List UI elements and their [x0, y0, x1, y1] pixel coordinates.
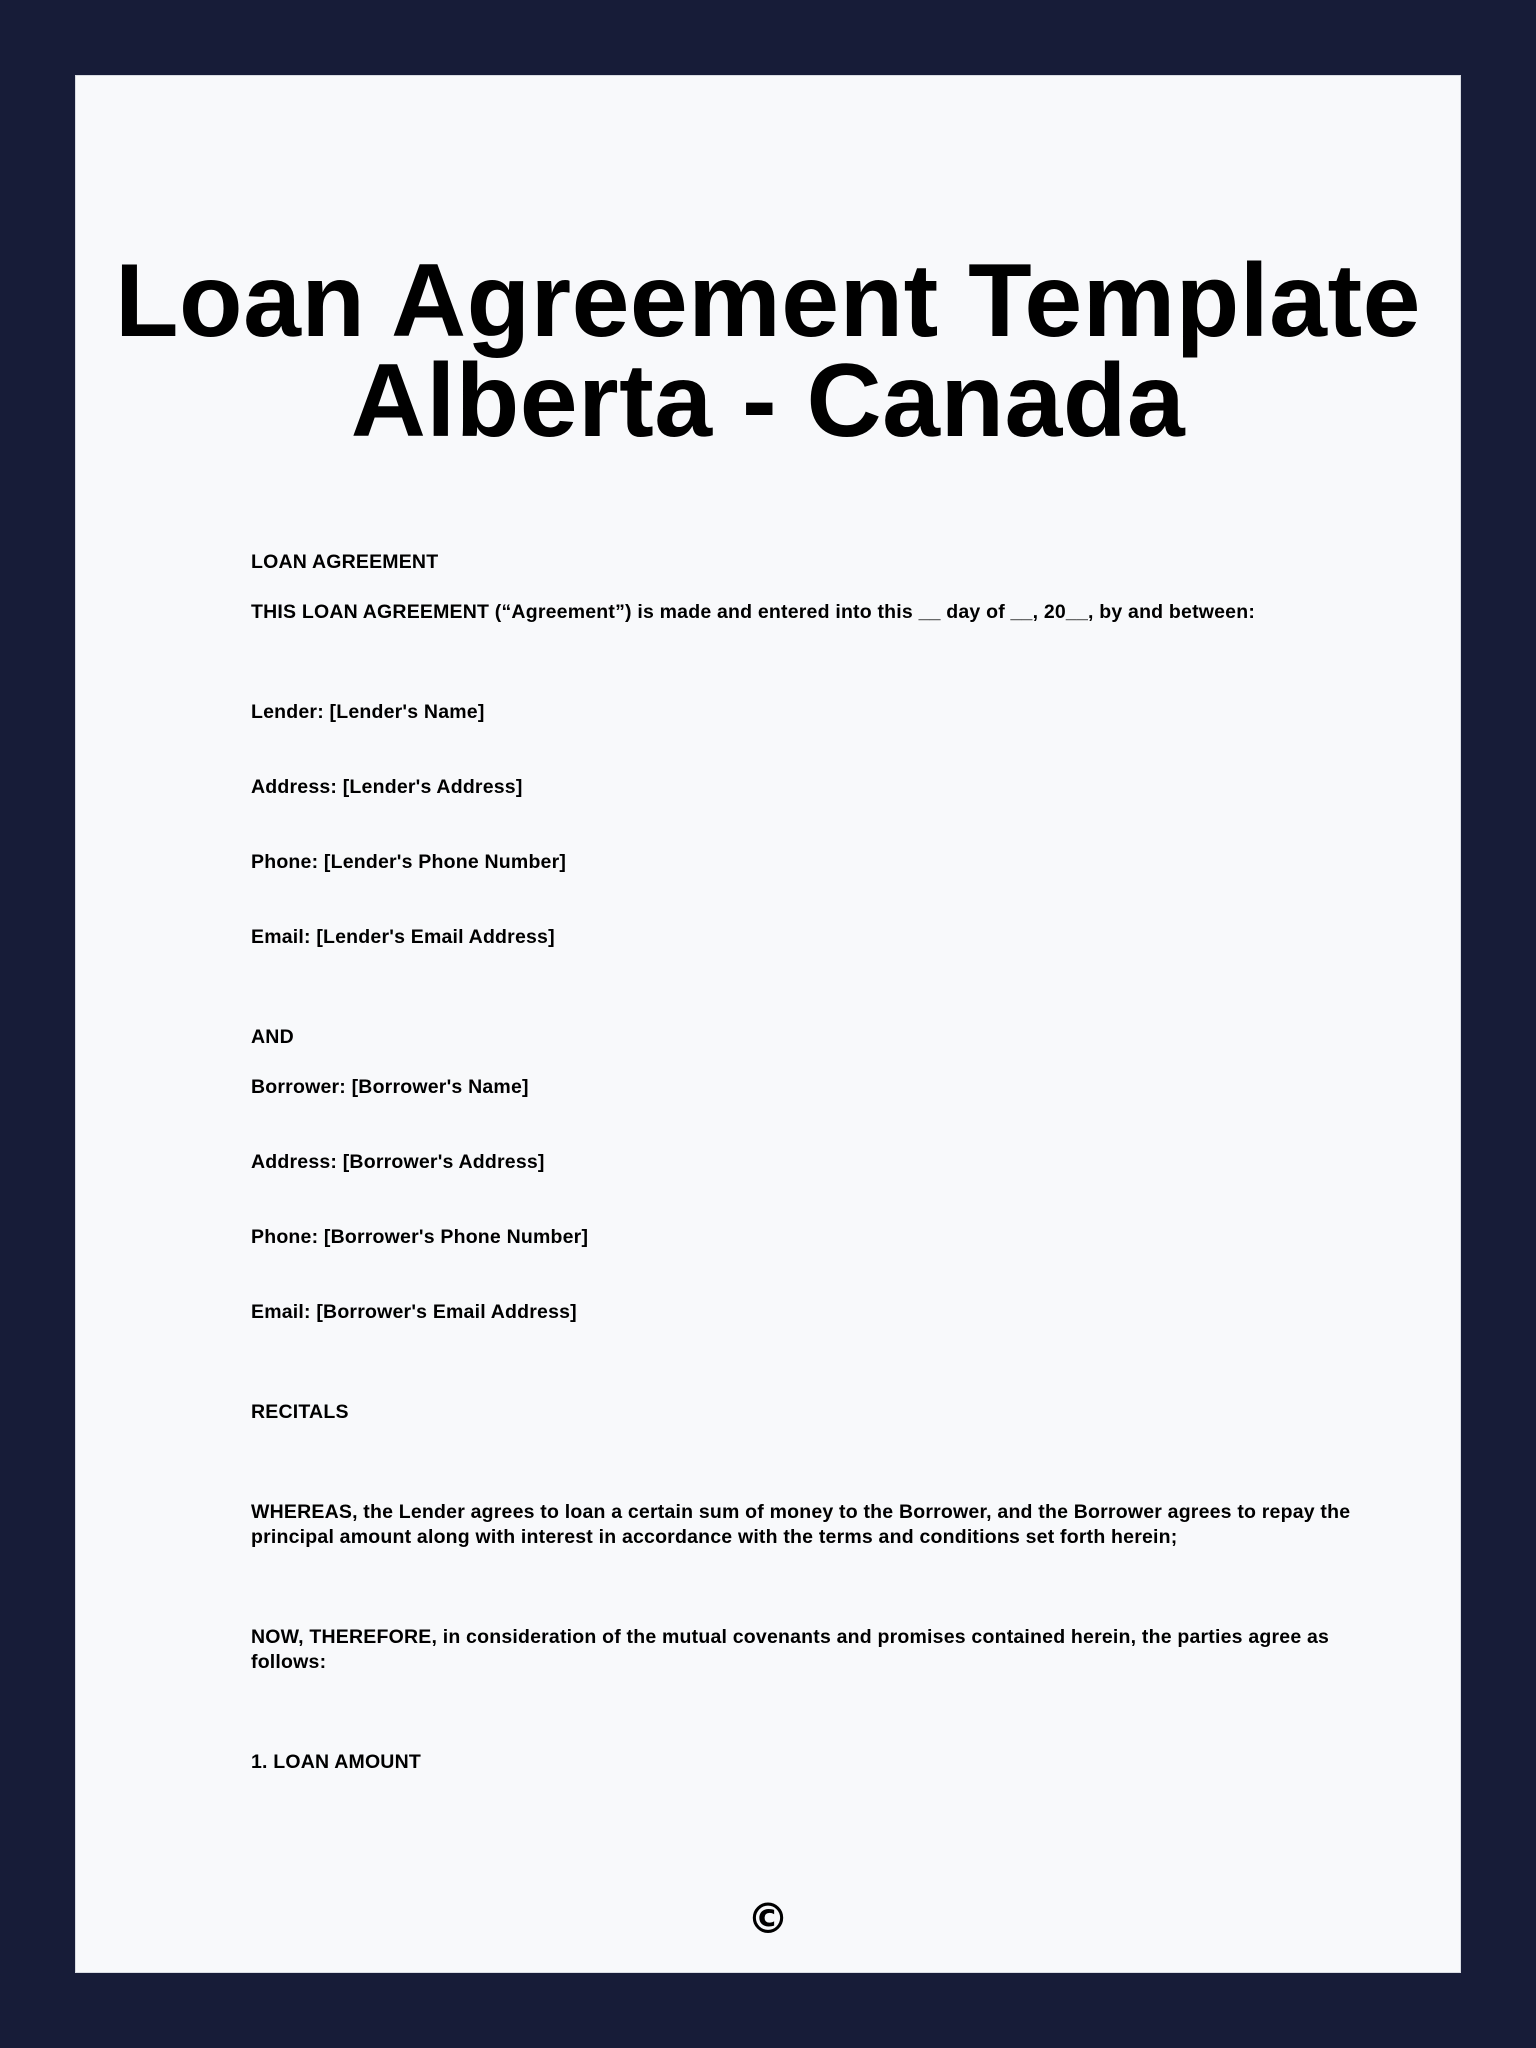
lender-phone: Phone: [Lender's Phone Number]	[251, 851, 567, 873]
section-loan-amount-heading: 1. LOAN AMOUNT	[251, 1751, 421, 1773]
borrower-phone: Phone: [Borrower's Phone Number]	[251, 1226, 589, 1248]
document-title	[76, 243, 1460, 459]
agreement-heading: LOAN AGREEMENT	[251, 551, 439, 573]
now-therefore-paragraph: NOW, THEREFORE, in consideration of the mutual covenants and promises contained herein, the parties agree as follows:	[251, 1626, 1330, 1673]
title-line-2: Alberta - Canada	[350, 343, 1186, 459]
recitals-heading: RECITALS	[251, 1401, 349, 1423]
lender-address: Address: [Lender's Address]	[251, 776, 523, 798]
borrower-email: Email: [Borrower's Email Address]	[251, 1301, 577, 1323]
document-page	[75, 75, 1461, 1973]
title-line-1: Loan Agreement Template	[115, 243, 1421, 359]
agreement-intro: THIS LOAN AGREEMENT (“Agreement”) is made and entered into this __ day of __, 20__, by and between:	[251, 601, 1256, 623]
and-label: AND	[251, 1026, 294, 1048]
whereas-paragraph: WHEREAS, the Lender agrees to loan a certain sum of money to the Borrower, and the Borrower agrees to repay the principal amount along with interest in accordance with the terms and conditions set forth herein;	[251, 1501, 1351, 1548]
borrower-name: Borrower: [Borrower's Name]	[251, 1076, 529, 1098]
borrower-address: Address: [Borrower's Address]	[251, 1151, 545, 1173]
copyright-icon: ©	[747, 1894, 789, 1943]
lender-name: Lender: [Lender's Name]	[251, 701, 485, 723]
lender-email: Email: [Lender's Email Address]	[251, 926, 555, 948]
